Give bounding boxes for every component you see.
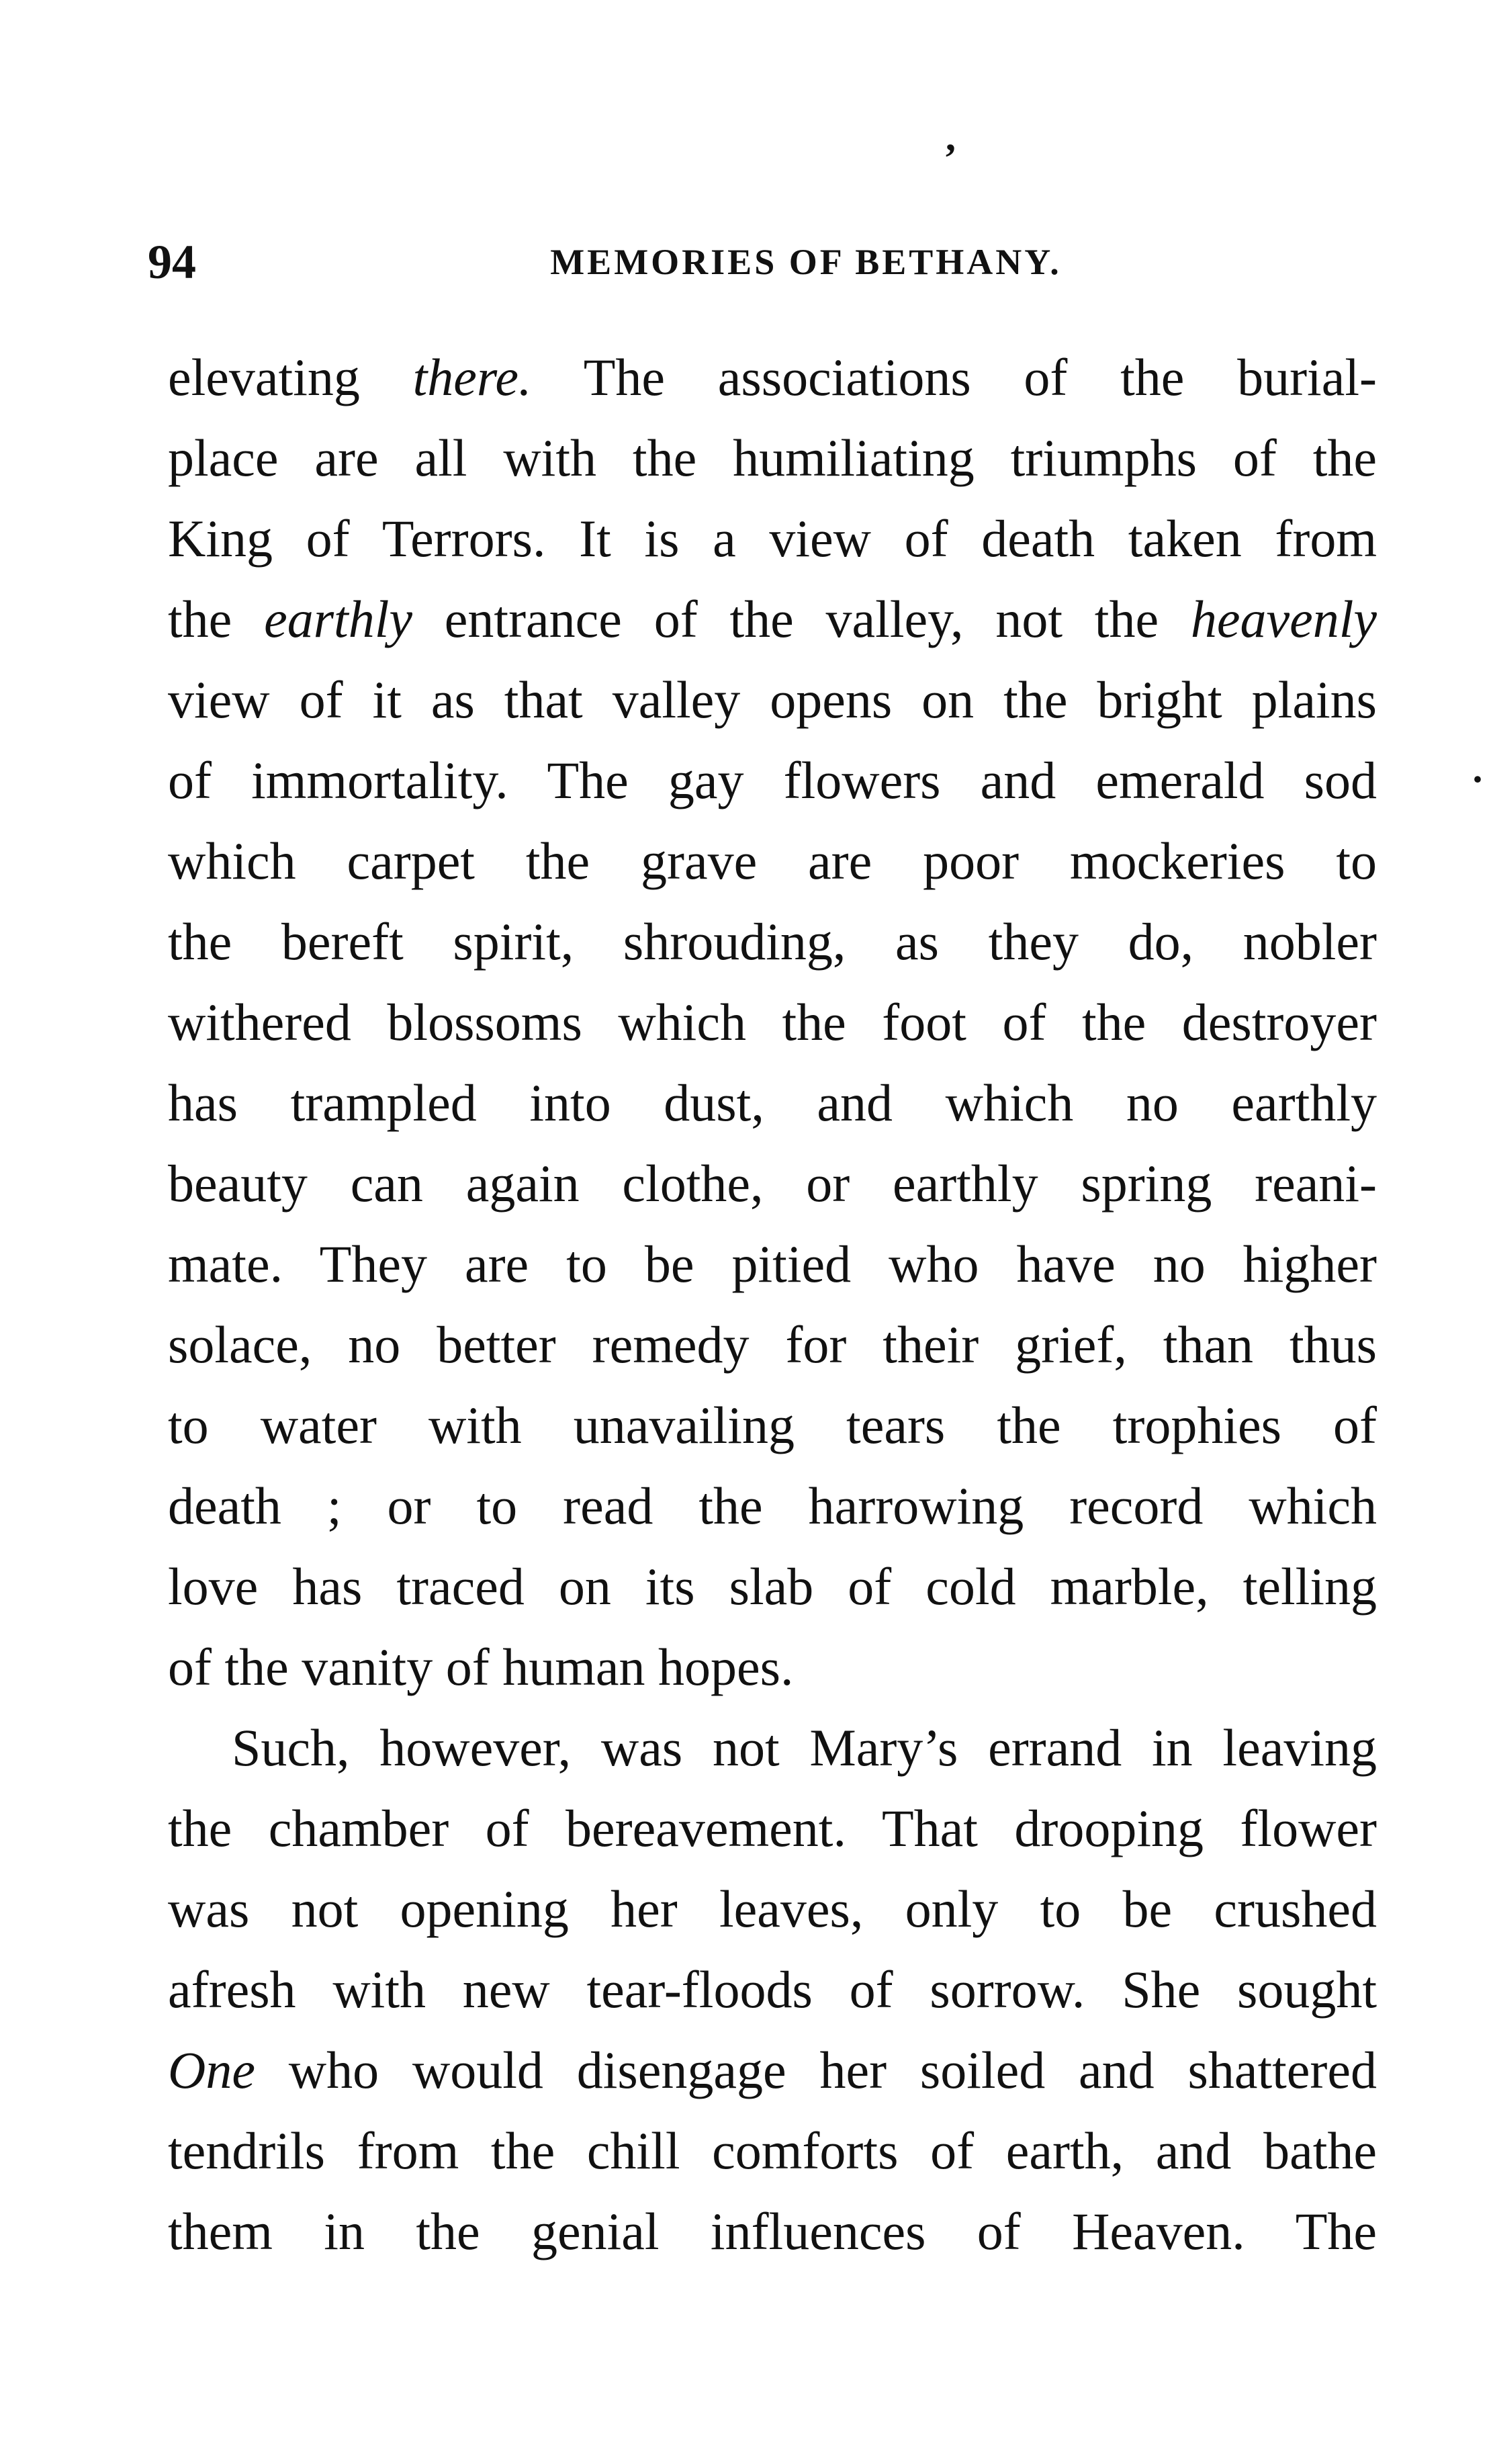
text-line bbox=[168, 1627, 1377, 1708]
page-number: 94 bbox=[148, 235, 196, 289]
text-line bbox=[168, 1385, 1377, 1466]
text-run: withered blossoms which the foot of the destroyer bbox=[168, 993, 1377, 1051]
text-run: love has traced on its slab of cold marble, telling bbox=[168, 1557, 1377, 1616]
text-run: of immortality. The gay flowers and emerald sod bbox=[168, 751, 1377, 809]
text-line bbox=[168, 1546, 1377, 1627]
text-line bbox=[168, 418, 1377, 498]
text-run: King of Terrors. It is a view of death taken from bbox=[168, 509, 1377, 568]
text-line bbox=[168, 1063, 1377, 1143]
text-run: was not opening her leaves, only to be crushed bbox=[168, 1880, 1377, 1938]
text-run: tendrils from the chill comforts of earth, and bathe bbox=[168, 2121, 1377, 2180]
text-line bbox=[168, 1869, 1377, 1949]
text-line bbox=[168, 1224, 1377, 1305]
text-run: has trampled into dust, and which no earthly bbox=[168, 1073, 1377, 1132]
text-line bbox=[168, 1143, 1377, 1224]
text-run: solace, no better remedy for their grief, than thus bbox=[168, 1315, 1377, 1374]
text-run: beauty can again clothe, or earthly spring reani- bbox=[168, 1154, 1377, 1213]
running-title: MEMORIES OF BETHANY. bbox=[550, 242, 1062, 282]
ink-mark-side: · bbox=[1471, 757, 1485, 801]
text-run: the bereft spirit, shrouding, as they do, nobler bbox=[168, 912, 1377, 971]
text-line bbox=[168, 1466, 1377, 1546]
text-run: of the vanity of human hopes. bbox=[168, 1638, 794, 1696]
text-run: mate. They are to be pitied who have no higher bbox=[168, 1235, 1377, 1293]
text-line bbox=[168, 821, 1377, 901]
page-header bbox=[134, 232, 1384, 292]
body-text bbox=[168, 337, 1377, 2272]
text-run: afresh with new tear-floods of sorrow. She sought bbox=[168, 1960, 1377, 2019]
text-line bbox=[168, 1708, 1377, 1788]
text-line bbox=[168, 901, 1377, 982]
paragraph bbox=[168, 337, 1377, 1708]
text-line bbox=[168, 740, 1377, 821]
text-run: who would disengage her soiled and shattered bbox=[255, 2041, 1377, 2099]
text-line bbox=[168, 498, 1377, 579]
italic-text: there. bbox=[412, 348, 532, 406]
italic-text: One bbox=[168, 2041, 255, 2099]
text-line bbox=[168, 2191, 1377, 2272]
text-line bbox=[168, 1305, 1377, 1385]
text-line bbox=[168, 660, 1377, 740]
ink-mark-top: ’ bbox=[944, 136, 957, 180]
text-run: elevating bbox=[168, 348, 413, 406]
text-run: entrance of the valley, not the bbox=[412, 590, 1191, 648]
text-run: which carpet the grave are poor mockeries to bbox=[168, 832, 1377, 890]
text-run: Such, however, was not Mary’s errand in leaving bbox=[232, 1718, 1377, 1777]
text-run: The associations of the burial- bbox=[531, 348, 1377, 406]
text-run: death ; or to read the harrowing record which bbox=[168, 1477, 1377, 1535]
text-line bbox=[168, 337, 1377, 418]
text-run: view of it as that valley opens on the bright plains bbox=[168, 670, 1377, 729]
text-line bbox=[168, 1788, 1377, 1869]
text-run: place are all with the humiliating triumphs of the bbox=[168, 429, 1377, 487]
text-run: to water with unavailing tears the trophies of bbox=[168, 1396, 1377, 1454]
italic-text: heavenly bbox=[1190, 590, 1377, 648]
paragraph bbox=[168, 1708, 1377, 2272]
text-line bbox=[168, 2030, 1377, 2111]
text-line bbox=[168, 982, 1377, 1063]
text-line bbox=[168, 1949, 1377, 2030]
text-run: them in the genial influences of Heaven. The bbox=[168, 2202, 1377, 2260]
italic-text: earthly bbox=[264, 590, 413, 648]
text-line bbox=[168, 2111, 1377, 2191]
text-run: the chamber of bereavement. That drooping flower bbox=[168, 1799, 1377, 1857]
text-line bbox=[168, 579, 1377, 660]
text-run: the bbox=[168, 590, 265, 648]
